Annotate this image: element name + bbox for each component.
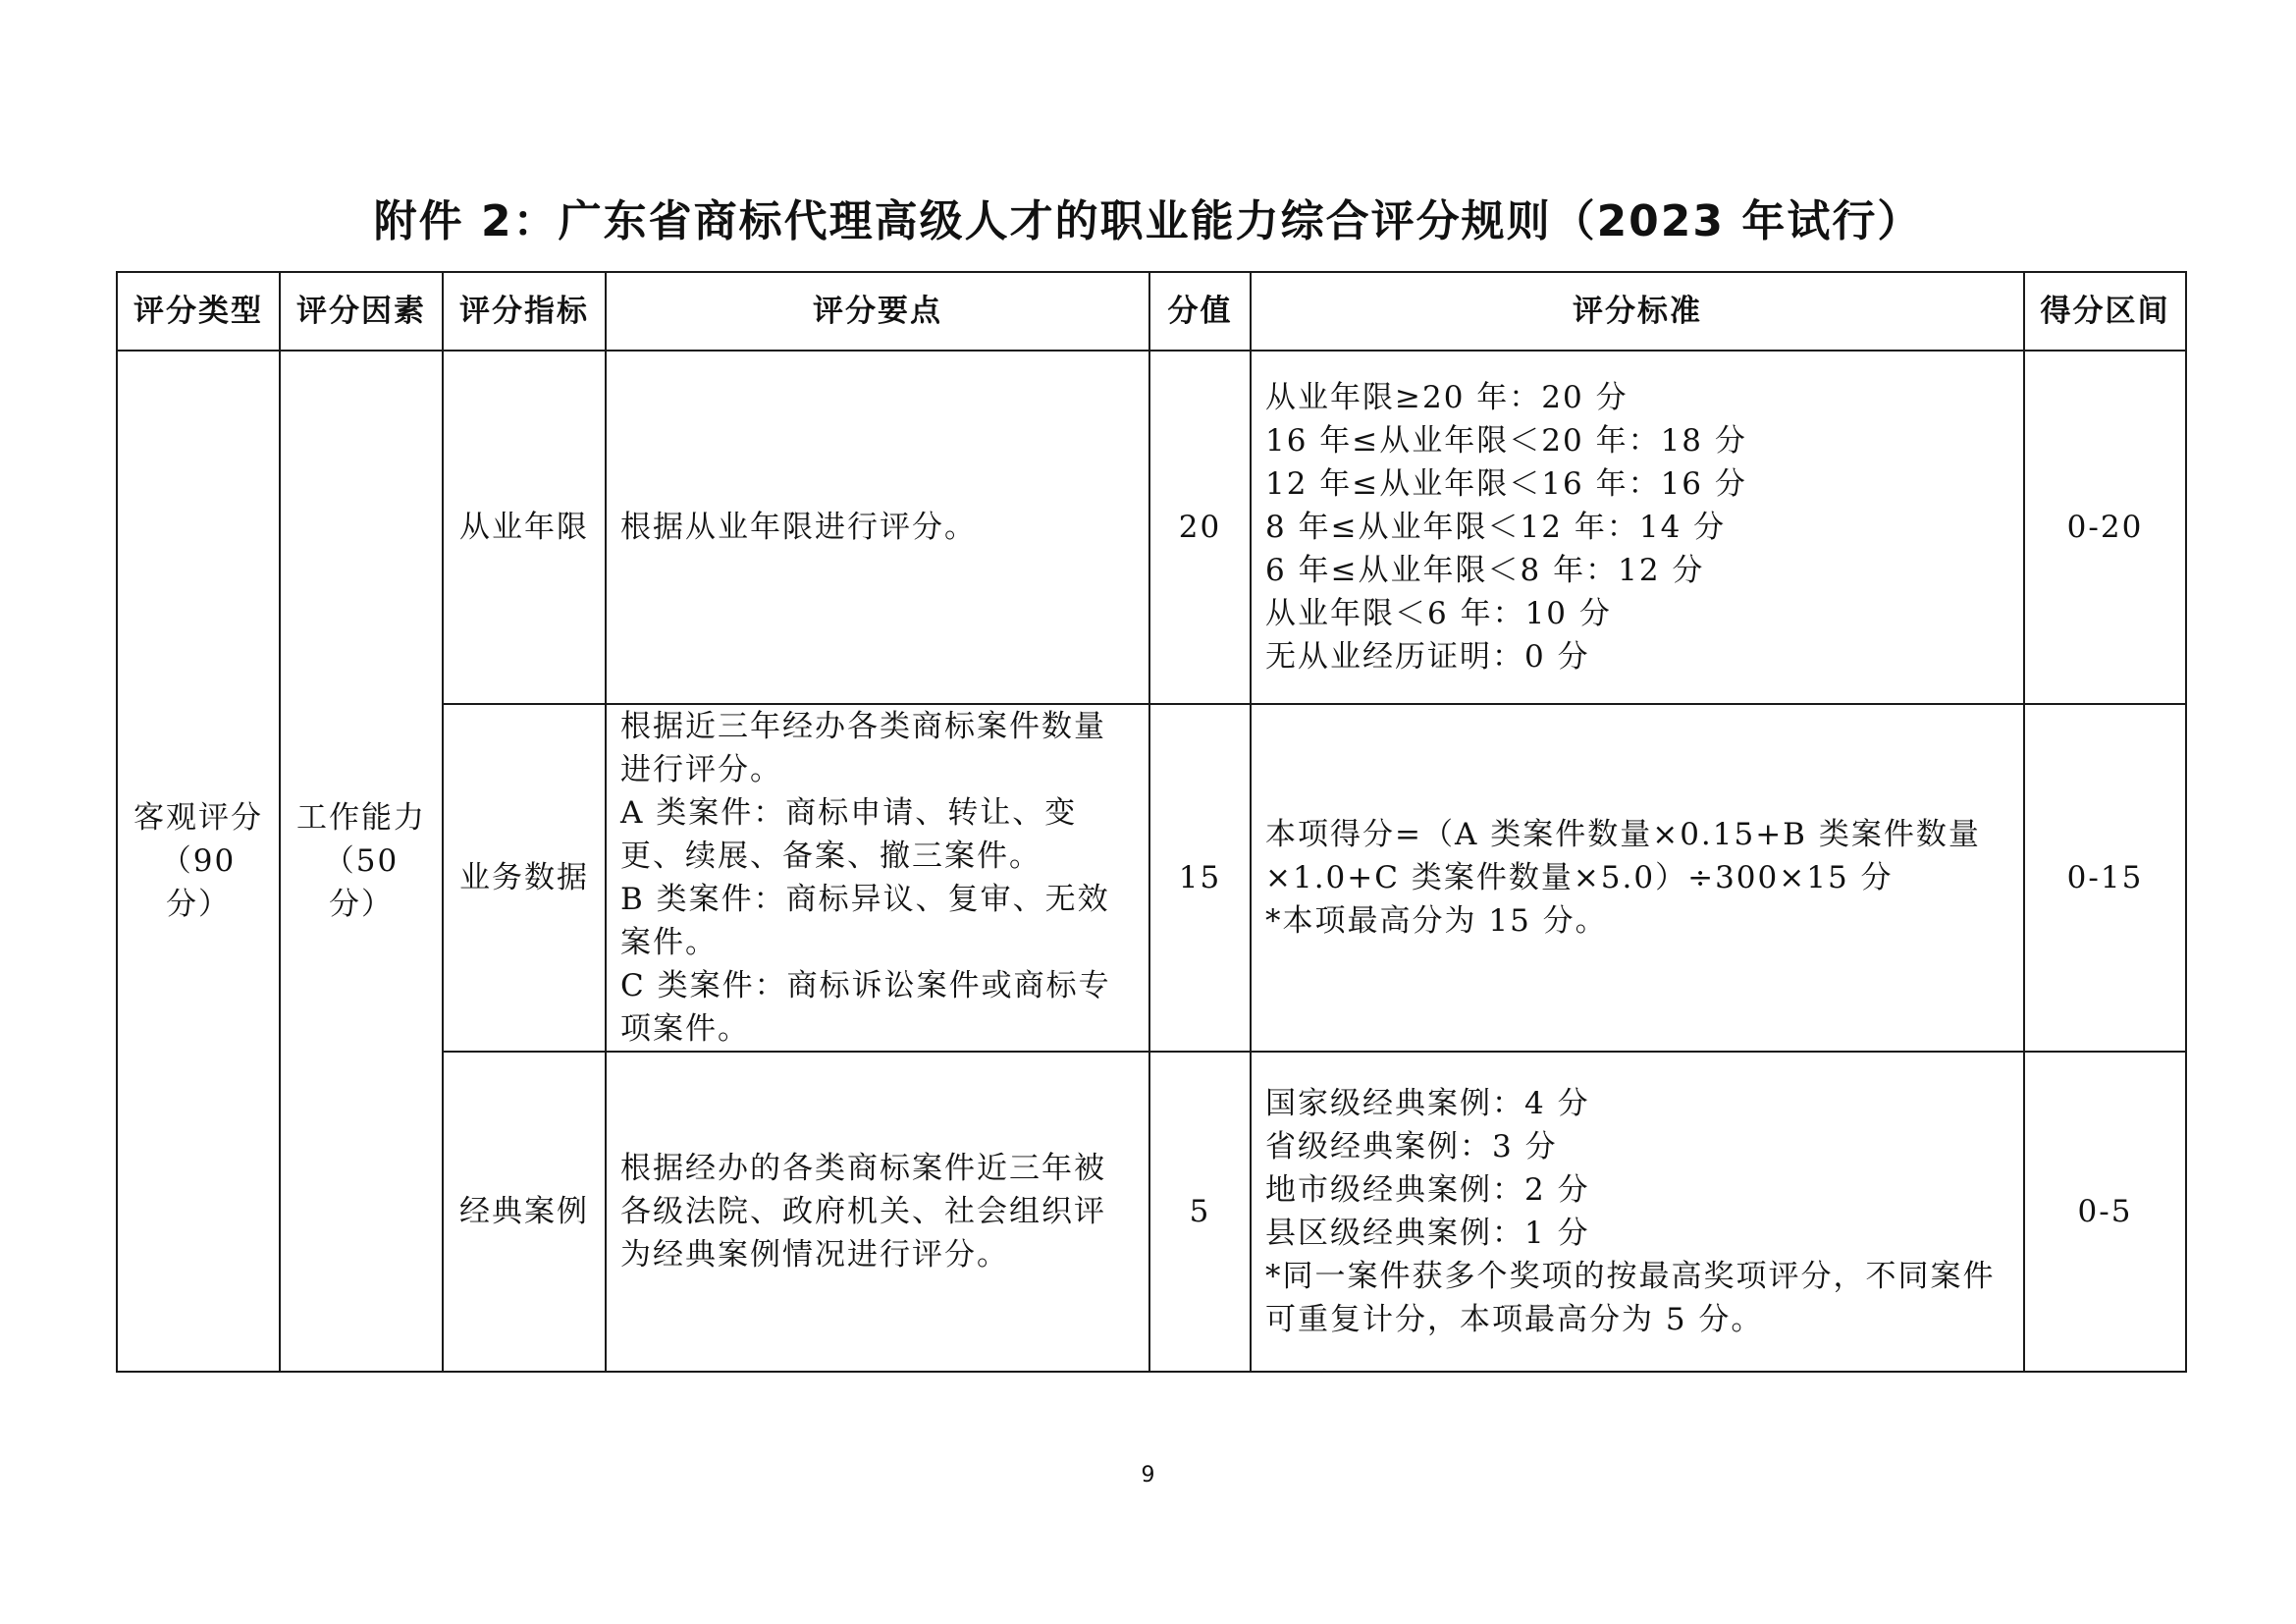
range-cell: 0-20 bbox=[2024, 351, 2186, 704]
score-cell: 15 bbox=[1149, 704, 1251, 1052]
points-line: 根据经办的各类商标案件近三年被各级法院、政府机关、社会组织评为经典案例情况进行评分。 bbox=[620, 1151, 1106, 1272]
score-cell: 5 bbox=[1149, 1052, 1251, 1372]
category-cell bbox=[117, 351, 280, 1372]
header-factor: 评分因素 bbox=[280, 272, 443, 351]
factor-label: 工作能力 bbox=[296, 800, 426, 836]
table-header-row bbox=[117, 272, 2186, 351]
header-points: 评分要点 bbox=[606, 272, 1149, 351]
standard-line: 6 年≤从业年限＜8 年：12 分 bbox=[1265, 553, 1705, 588]
range-cell: 0-15 bbox=[2024, 704, 2186, 1052]
factor-cell bbox=[280, 351, 443, 1372]
points-cell bbox=[606, 351, 1149, 704]
indicator-cell: 从业年限 bbox=[443, 351, 606, 704]
standard-cell bbox=[1251, 351, 2024, 704]
standard-line: 从业年限＜6 年：10 分 bbox=[1265, 596, 1612, 631]
standard-line: 12 年≤从业年限＜16 年：16 分 bbox=[1265, 466, 1747, 502]
header-standard: 评分标准 bbox=[1251, 272, 2024, 351]
points-line: A 类案件：商标申请、转让、变更、续展、备案、撤三案件。 bbox=[620, 795, 1078, 874]
standard-cell bbox=[1251, 1052, 2024, 1372]
category-points: （90 分） bbox=[160, 843, 248, 922]
indicator-cell: 经典案例 bbox=[443, 1052, 606, 1372]
standard-line: 从业年限≥20 年：20 分 bbox=[1265, 380, 1629, 415]
indicator-cell: 业务数据 bbox=[443, 704, 606, 1052]
points-line: B 类案件：商标异议、复审、无效案件。 bbox=[620, 882, 1110, 960]
points-line: C 类案件：商标诉讼案件或商标专项案件。 bbox=[620, 968, 1111, 1047]
header-indicator: 评分指标 bbox=[443, 272, 606, 351]
standard-line: *本项最高分为 15 分。 bbox=[1265, 903, 1608, 939]
standard-line: *同一案件获多个奖项的按最高奖项评分，不同案件可重复计分，本项最高分为 5 分。 bbox=[1265, 1259, 1996, 1337]
score-cell: 20 bbox=[1149, 351, 1251, 704]
header-category: 评分类型 bbox=[117, 272, 280, 351]
points-cell bbox=[606, 704, 1149, 1052]
standard-line: 8 年≤从业年限＜12 年：14 分 bbox=[1265, 510, 1727, 545]
points-line: 根据从业年限进行评分。 bbox=[620, 510, 977, 545]
page-number: 9 bbox=[1141, 1463, 1155, 1488]
factor-points: （50 分） bbox=[323, 843, 411, 922]
standard-line: 无从业经历证明：0 分 bbox=[1265, 639, 1590, 675]
points-line: 根据近三年经办各类商标案件数量进行评分。 bbox=[620, 709, 1106, 787]
table-row bbox=[117, 351, 2186, 704]
range-cell: 0-5 bbox=[2024, 1052, 2186, 1372]
scoring-rules-table bbox=[116, 271, 2187, 1373]
standard-line: 县区级经典案例：1 分 bbox=[1265, 1216, 1590, 1251]
page-title: 附件 2：广东省商标代理高级人才的职业能力综合评分规则（2023 年试行） bbox=[373, 196, 1923, 246]
standard-line: 16 年≤从业年限＜20 年：18 分 bbox=[1265, 423, 1747, 459]
standard-line: 本项得分=（A 类案件数量×0.15+B 类案件数量×1.0+C 类案件数量×5.0）÷300×15 分 bbox=[1265, 817, 1981, 895]
points-cell bbox=[606, 1052, 1149, 1372]
header-score: 分值 bbox=[1149, 272, 1251, 351]
header-range: 得分区间 bbox=[2024, 272, 2186, 351]
standard-line: 国家级经典案例：4 分 bbox=[1265, 1086, 1590, 1121]
standard-line: 省级经典案例：3 分 bbox=[1265, 1129, 1558, 1164]
category-label: 客观评分 bbox=[133, 800, 263, 836]
standard-line: 地市级经典案例：2 分 bbox=[1265, 1172, 1590, 1208]
standard-cell bbox=[1251, 704, 2024, 1052]
